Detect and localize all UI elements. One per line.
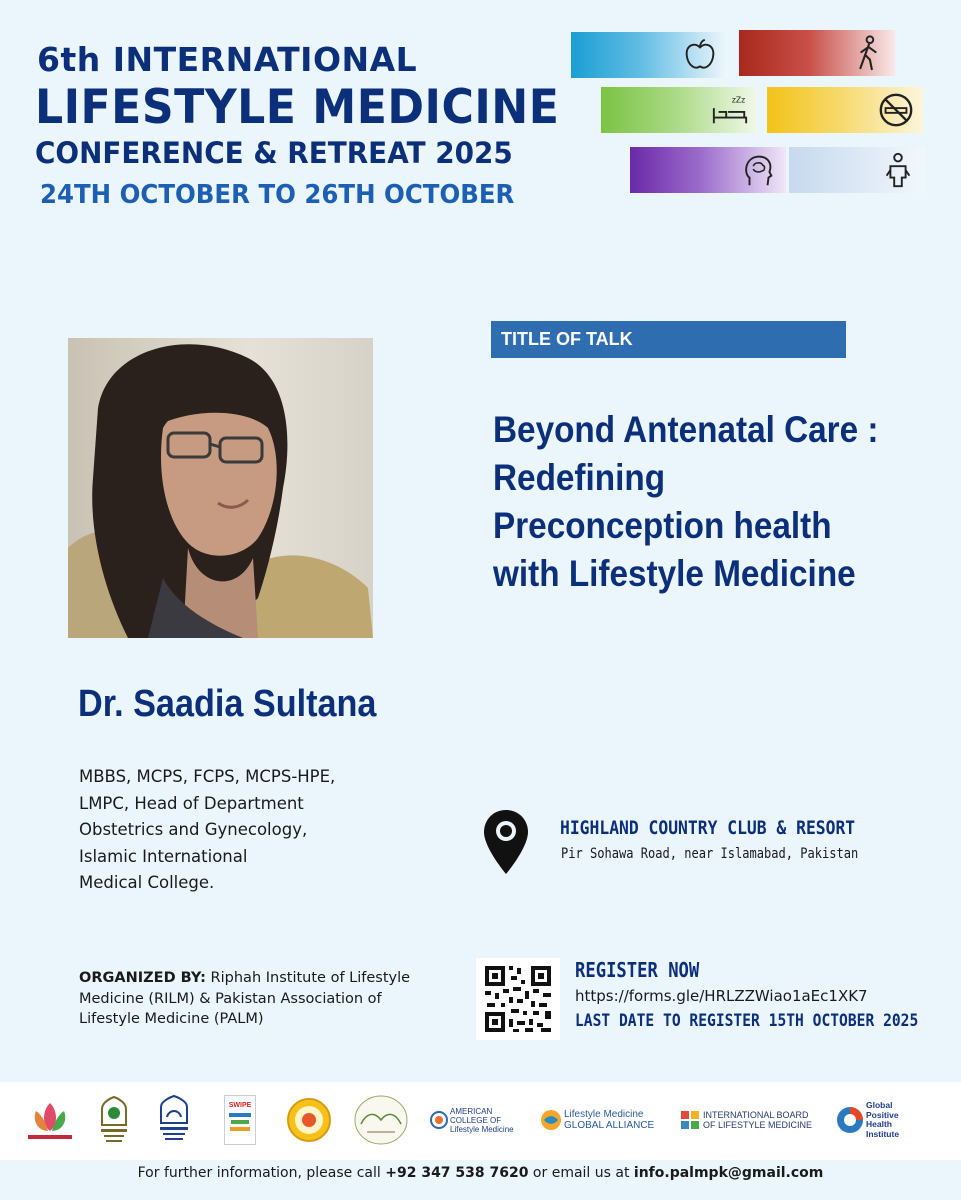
speaker-name: Dr. Saadia Sultana xyxy=(78,683,377,725)
registration-link[interactable]: https://forms.gle/HRLZZWiao1aEc1XK7 xyxy=(575,987,868,1005)
venue-name: HIGHLAND COUNTRY CLUB & RESORT xyxy=(560,817,856,839)
conference-title: LIFESTYLE MEDICINE xyxy=(35,80,560,135)
talk-title-line: Redefining xyxy=(493,457,666,498)
credential-line: LMPC, Head of Department xyxy=(79,793,304,813)
credential-line: Islamic International xyxy=(79,846,248,866)
pillar-tile-activity xyxy=(739,30,895,76)
pillar-tile-stress xyxy=(630,147,786,193)
talk-title xyxy=(493,406,889,598)
iblm-logo: INTERNATIONAL BOARD OF LIFESTYLE MEDICINE xyxy=(680,1090,814,1150)
acolm-logo: AMERICAN COLLEGE OF Lifestyle Medicine xyxy=(430,1090,530,1150)
swipe-logo: SWIPE xyxy=(222,1090,258,1150)
no-smoking-icon xyxy=(877,91,915,129)
registration-deadline: LAST DATE TO REGISTER 15TH OCTOBER 2025 xyxy=(575,1011,919,1031)
conference-dates: 24TH OCTOBER TO 26TH OCTOBER xyxy=(40,180,515,210)
pillar-tile-connection xyxy=(789,147,925,193)
footer-middle: or email us at xyxy=(528,1165,634,1181)
apple-icon xyxy=(681,36,719,74)
walking-person-icon xyxy=(849,34,887,72)
riphah-university-logo xyxy=(156,1090,192,1150)
contact-phone[interactable]: +92 347 538 7620 xyxy=(385,1165,529,1181)
credential-line: MBBS, MCPS, FCPS, MCPS-HPE, xyxy=(79,767,336,786)
talk-title-badge: TITLE OF TALK xyxy=(491,321,846,358)
organizers-text: Riphah Institute of Lifestyle Medicine (RILM) & Pakistan Association of Lifestyle Medicine (PALM) xyxy=(79,970,411,1027)
qr-code[interactable] xyxy=(476,958,560,1040)
footer-prefix: For further information, please call xyxy=(137,1165,386,1181)
talk-title-line: Beyond Antenatal Care : xyxy=(493,409,879,450)
connected-people-icon xyxy=(879,151,917,189)
sleep-bed-icon xyxy=(711,91,749,129)
lmga-logo: Lifestyle Medicine GLOBAL ALLIANCE xyxy=(540,1090,662,1150)
round-seal-logo xyxy=(284,1090,334,1150)
talk-title-line: Preconception health xyxy=(493,505,832,546)
pillar-tile-sleep xyxy=(601,87,757,133)
brain-head-icon xyxy=(740,151,778,189)
svg-text:zZz: zZz xyxy=(731,95,746,105)
rilm-logo xyxy=(96,1090,132,1150)
palm-logo xyxy=(22,1090,78,1150)
gphi-logo: Global Positive Health Institute xyxy=(836,1090,916,1150)
contact-email[interactable]: info.palmpk@gmail.com xyxy=(633,1165,824,1181)
pillar-tile-nutrition xyxy=(571,32,727,78)
speaker-photo xyxy=(68,338,373,638)
pillar-tile-substance xyxy=(767,87,923,133)
conference-subtitle: CONFERENCE & RETREAT 2025 xyxy=(35,136,513,170)
talk-title-line: with Lifestyle Medicine xyxy=(493,553,856,594)
contact-footer xyxy=(0,1160,961,1200)
partner-logos-strip xyxy=(0,1082,961,1160)
speaker-credentials xyxy=(79,764,335,897)
organizers-block xyxy=(79,968,419,1030)
venue-address: Pir Sohawa Road, near Islamabad, Pakistan xyxy=(561,846,859,862)
conference-edition: 6th INTERNATIONAL xyxy=(37,40,418,79)
register-heading: REGISTER NOW xyxy=(575,958,700,982)
location-pin-icon xyxy=(482,808,530,876)
organizers-label: ORGANIZED BY: xyxy=(79,970,206,986)
vanguards-logo xyxy=(352,1090,410,1150)
credential-line: Medical College. xyxy=(79,873,215,892)
credential-line: Obstetrics and Gynecology, xyxy=(79,820,308,839)
